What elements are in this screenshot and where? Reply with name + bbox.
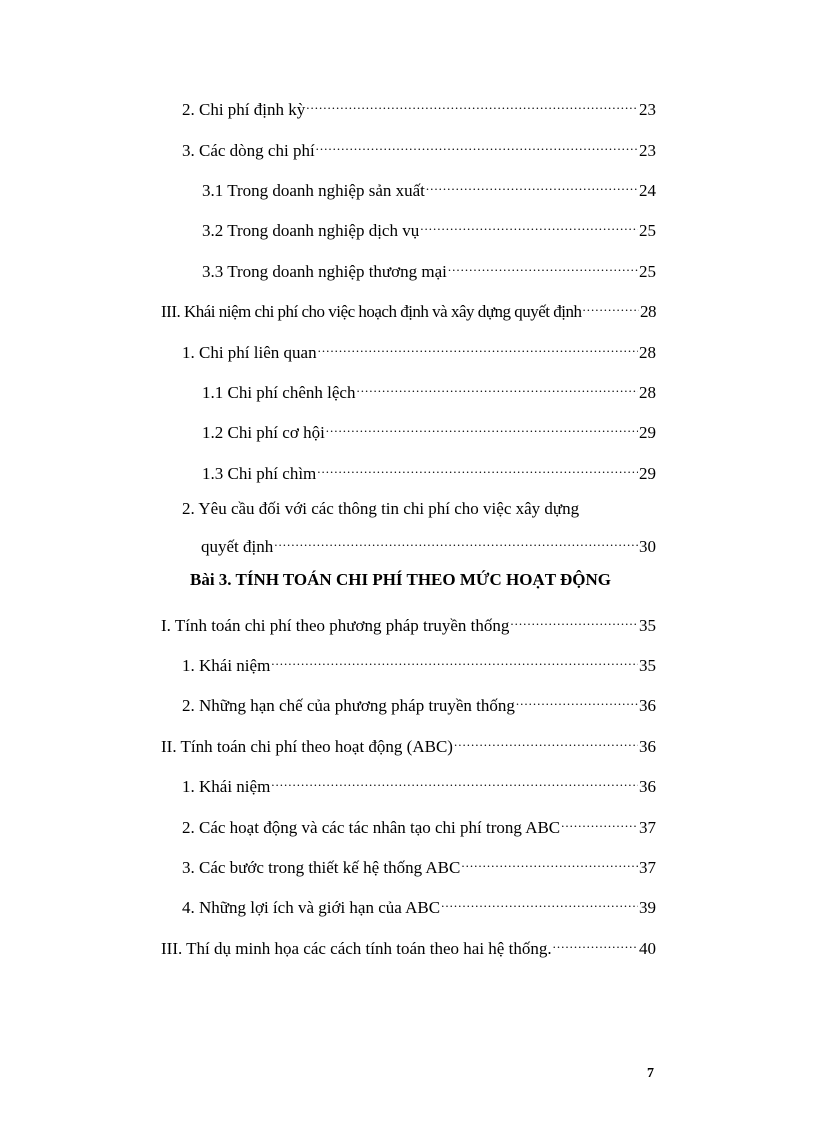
toc-entry[interactable] xyxy=(202,216,656,241)
toc-leader-dots xyxy=(420,216,638,236)
toc-entry-label: 3. Các dòng chi phí xyxy=(182,141,315,160)
toc-entry-page: 36 xyxy=(639,696,656,715)
toc-entry-page: 35 xyxy=(639,656,656,675)
toc-entry[interactable] xyxy=(161,297,656,322)
toc-entry-label: 3. Các bước trong thiết kế hệ thống ABC xyxy=(182,858,461,877)
toc-leader-dots xyxy=(271,772,638,792)
toc-entry-page: 40 xyxy=(639,939,656,958)
toc-leader-dots xyxy=(426,176,638,196)
toc-entry-label: 1.3 Chi phí chìm xyxy=(202,464,317,483)
toc-entry[interactable] xyxy=(182,893,656,918)
toc-leader-dots xyxy=(271,651,638,671)
toc-entry-page: 28 xyxy=(639,383,656,402)
toc-entry-label: II. Tính toán chi phí theo hoạt động (ABC) xyxy=(161,737,453,756)
toc-leader-dots xyxy=(553,934,638,954)
toc-entry[interactable] xyxy=(202,459,656,484)
toc-entry[interactable] xyxy=(202,257,656,282)
toc-leader-dots xyxy=(461,853,638,873)
toc-entry[interactable] xyxy=(202,418,656,443)
toc-entry-label: III. Thí dụ minh họa các cách tính toán theo hai hệ thống. xyxy=(161,939,552,958)
toc-entry[interactable] xyxy=(182,853,656,878)
toc-entry[interactable] xyxy=(161,732,656,757)
toc-entry[interactable] xyxy=(182,772,656,797)
toc-entry-label: I. Tính toán chi phí theo phương pháp truyền thống xyxy=(161,616,510,635)
toc-leader-dots xyxy=(356,378,638,398)
toc-entry[interactable] xyxy=(182,136,656,161)
toc-leader-dots xyxy=(510,611,638,631)
toc-entry-page: 39 xyxy=(639,898,656,917)
toc-entry-label: 2. Các hoạt động và các tác nhân tạo chi phí trong ABC xyxy=(182,818,561,837)
toc-entry-label: 3.1 Trong doanh nghiệp sản xuất xyxy=(202,181,425,200)
toc-entry-page: 25 xyxy=(639,262,656,281)
toc-leader-dots xyxy=(516,691,638,711)
toc-leader-dots xyxy=(561,813,638,833)
toc-entry-label: 3.2 Trong doanh nghiệp dịch vụ xyxy=(202,221,420,240)
toc-leader-dots xyxy=(582,297,639,317)
toc-entry[interactable] xyxy=(182,651,656,676)
page-number: 7 xyxy=(647,1066,654,1081)
toc-entry[interactable] xyxy=(182,95,656,120)
toc-entry-label: 2. Chi phí định kỳ xyxy=(182,100,306,119)
toc-entry[interactable] xyxy=(182,691,656,716)
toc-leader-dots xyxy=(326,418,638,438)
toc-entry-page: 35 xyxy=(639,616,656,635)
toc-entry[interactable] xyxy=(161,611,656,636)
toc-entry-page: 29 xyxy=(639,464,656,483)
toc-entry-page: 30 xyxy=(639,537,656,556)
toc-leader-dots xyxy=(316,136,638,156)
toc-entry-page: 24 xyxy=(639,181,656,200)
toc-entry-page: 37 xyxy=(639,818,656,837)
toc-leader-dots xyxy=(318,338,638,358)
toc-entry-page: 28 xyxy=(639,343,656,362)
toc-entry-label: 1.2 Chi phí cơ hội xyxy=(202,423,325,442)
toc-entry-page: 29 xyxy=(639,423,656,442)
toc-leader-dots xyxy=(441,893,638,913)
toc-entry-label: 2. Những hạn chế của phương pháp truyền thống xyxy=(182,696,515,715)
toc-entry[interactable] xyxy=(202,176,656,201)
toc-leader-dots xyxy=(274,532,638,552)
toc-entry-page: 36 xyxy=(639,737,656,756)
toc-entry-page: 25 xyxy=(639,221,656,240)
toc-entry-page: 36 xyxy=(639,777,656,796)
toc-entry-label: III. Khái niệm chi phí cho việc hoạch định và xây dựng quyết định xyxy=(161,302,582,321)
toc-entry-label: 3.3 Trong doanh nghiệp thương mại xyxy=(202,262,447,281)
toc-entry-label: 4. Những lợi ích và giới hạn của ABC xyxy=(182,898,441,917)
section-heading[interactable]: Bài 3. TÍNH TOÁN CHI PHÍ THEO MỨC HOẠT ĐỘNG xyxy=(190,570,611,589)
toc-entry[interactable] xyxy=(182,813,656,838)
toc-entry-page: 23 xyxy=(639,141,656,160)
toc-entry-label: quyết định xyxy=(201,537,274,556)
toc-leader-dots xyxy=(306,95,638,115)
toc-entry-label: 1. Khái niệm xyxy=(182,656,271,675)
toc-entry-page: 28 xyxy=(640,302,656,321)
toc-entry[interactable] xyxy=(202,378,656,403)
toc-leader-dots xyxy=(317,459,638,479)
toc-entry-page: 37 xyxy=(639,858,656,877)
toc-entry-first-line[interactable]: 2. Yêu cầu đối với các thông tin chi phí cho việc xây dựng xyxy=(182,499,580,518)
toc-entry[interactable] xyxy=(161,934,656,959)
toc-leader-dots xyxy=(454,732,638,752)
toc-entry-page: 23 xyxy=(639,100,656,119)
toc-entry[interactable] xyxy=(182,338,656,363)
toc-leader-dots xyxy=(448,257,638,277)
toc-entry[interactable] xyxy=(201,532,656,557)
toc-entry-label: 1.1 Chi phí chênh lệch xyxy=(202,383,356,402)
toc-entry-label: 1. Khái niệm xyxy=(182,777,271,796)
toc-entry-label: 1. Chi phí liên quan xyxy=(182,343,317,362)
